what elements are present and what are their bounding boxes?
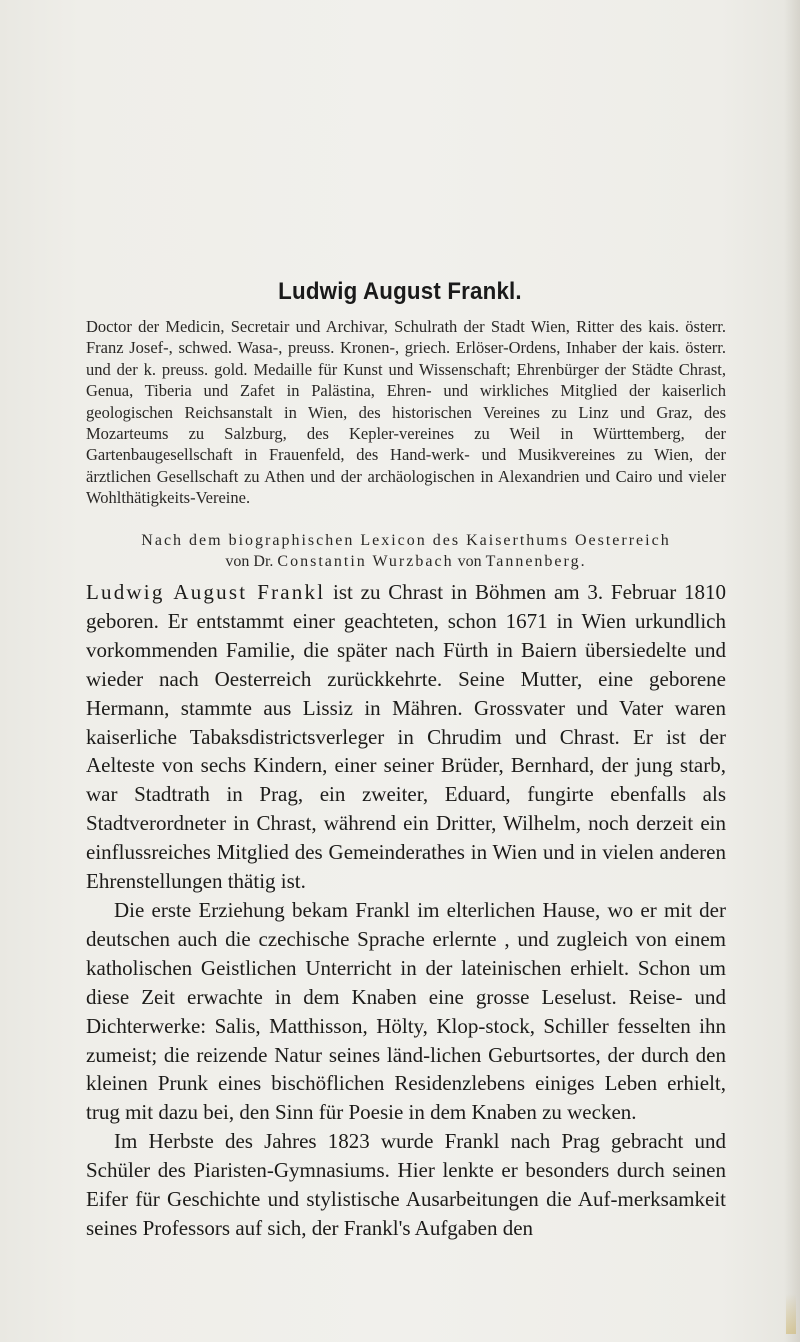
page-edge-shadow: [784, 0, 800, 1342]
source-citation: [86, 530, 726, 572]
source-prefix: von Dr.: [225, 553, 278, 570]
honors-paragraph: Doctor der Medicin, Secretair und Archivar, Schulrath der Stadt Wien, Ritter des kais. österr. Franz Josef-, schwed. Wasa-, preuss. Kronen-, griech. Erlöser-Ordens, Inhaber der kais. österr. und der k. preuss. gold. Medaille für Kunst und Wissenschaft; Ehrenbürger der Städte Chrast, Genua, Tiberia und Zafet in Palästina, Ehren- und wirkliches Mitglied der kaiserlich geologischen Reichsanstalt in Wien, des historischen Vereines zu Linz und Graz, des Mozarteums zu Salzburg, des Kepler-vereines zu Weil in Württemberg, der Gartenbaugesellschaft in Frauenfeld, des Hand-werk- und Musikvereines zu Wien, der ärztlichen Gesellschaft zu Athen und der archäologischen in Alexandrien und Cairo und vieler Wohlthätigkeits-Vereine.: [86, 317, 726, 508]
paragraph-1: [86, 578, 726, 896]
lede-name: Ludwig August Frankl: [86, 580, 326, 604]
paragraph-2: Die erste Erziehung bekam Frankl im elterlichen Hause, wo er mit der deutschen auch die czechische Sprache erlernte , und zugleich von einem katholischen Geistlichen Unterricht in der lateinischen erhielt. Schon um diese Zeit erwachte in dem Knaben eine grosse Leselust. Reise- und Dichterwerke: Salis, Matthisson, Hölty, Klop-stock, Schiller fesselten ihn zumeist; die reizende Natur seines länd-lichen Geburtsortes, der durch den kleinen Prunk eines bischöflichen Residenzlebens einiges Leben erhielt, trug mit dazu bei, den Sinn für Poesie in dem Knaben zu wecken.: [86, 897, 726, 1125]
source-place: Tannenberg.: [485, 553, 587, 570]
page-title: Ludwig August Frankl.: [278, 278, 522, 305]
source-connector: von: [453, 553, 486, 570]
paragraph-1-text: ist zu Chrast in Böhmen am 3. Februar 1810 geboren. Er entstammt einer geachteten, schon 1671 in Wien urkundlich vorkommenden Familie, die später nach Fürth in Baiern übersiedelte und wieder nach Oesterreich zurückkehrte. Seine Mutter, eine geborene Hermann, stammte aus Lissiz in Mähren. Grossvater und Vater waren kaiserliche Tabaksdistrictsverleger in Chrudim und Chrast. Er ist der Aelteste von sechs Kindern, einer seiner Brüder, Bernhard, der jung starb, war Stadtrath in Prag, ein zweiter, Eduard, fungirte ebenfalls als Stadtverordneter in Chrast, während ein Dritter, Wilhelm, noch derzeit ein einflussreiches Mitglied des Gemeinderathes in Wien und in vielen anderen Ehrenstellungen thätig ist.: [86, 580, 727, 894]
source-author: Constantin Wurzbach: [277, 553, 454, 570]
source-line-1: Nach dem biographischen Lexicon des Kaiserthums Oesterreich: [141, 532, 671, 549]
main-text: [86, 578, 726, 1243]
page-corner-mark: [786, 1294, 796, 1334]
paragraph-3: Im Herbste des Jahres 1823 wurde Frankl nach Prag gebracht und Schüler des Piaristen-Gymnasiums. Hier lenkte er besonders durch seinen Eifer für Geschichte und stylistische Ausarbeitungen die Auf-merksamkeit seines Professors auf sich, der Frankl's Aufgaben den: [86, 1129, 726, 1240]
source-line-2: [86, 551, 726, 572]
